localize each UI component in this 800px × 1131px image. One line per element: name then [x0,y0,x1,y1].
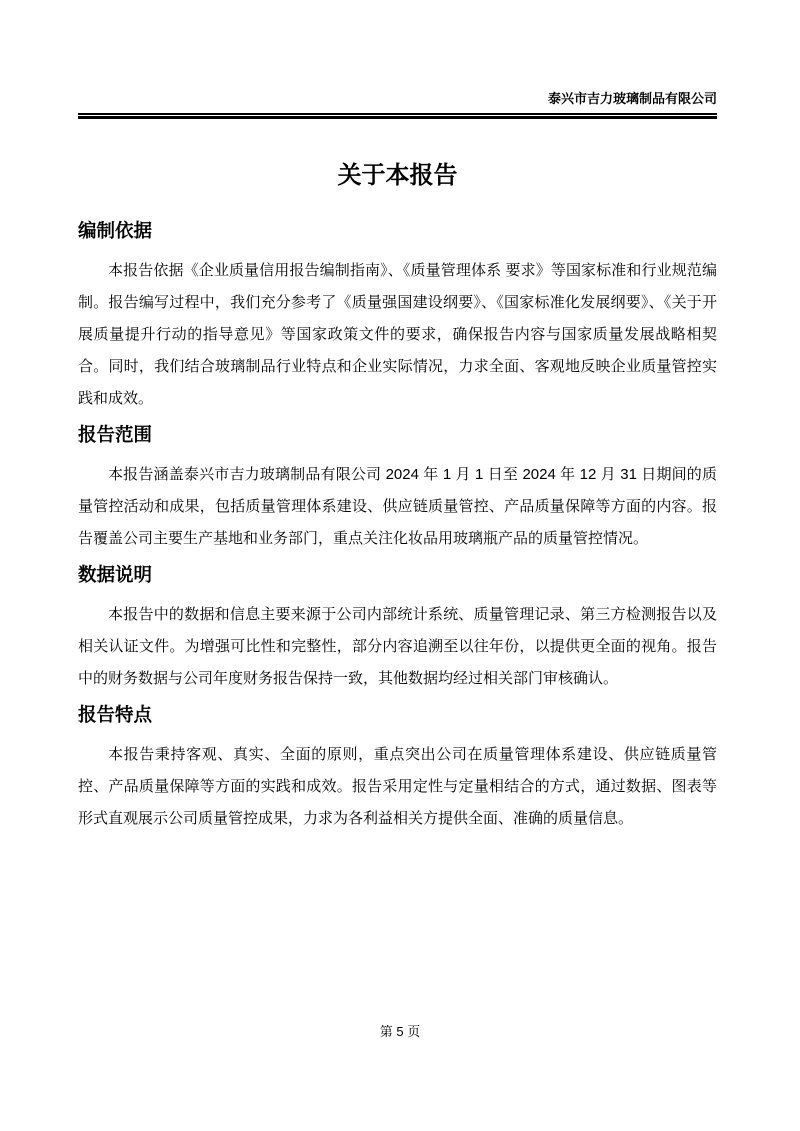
page-title: 关于本报告 [337,162,458,189]
page-footer [0,1024,800,1040]
section-heading: 数据说明 [78,564,153,585]
section-body: 本报告依据《企业质量信用报告编制指南》、《质量管理体系 要求》等国家标准和行业规范编制。报告编写过程中，我们充分参考了《质量强国建设纲要》、《国家标准化发展纲要》、《关于开展质量提升行动的指导意见》等国家政策文件的要求，确保报告内容与国家质量发展战略相契合。同时，我们结合玻璃制品行业特点和企业实际情况，力求全面、客观地反映企业质量管控实践和成效。 [78,262,717,407]
section-body: 本报告中的数据和信息主要来源于公司内部统计系统、质量管理记录、第三方检测报告以及相关认证文件。为增强可比性和完整性，部分内容追溯至以往年份，以提供更全面的视角。报告中的财务数据与公司年度财务报告保持一致，其他数据均经过相关部门审核确认。 [78,606,717,687]
section-compilation-basis [78,219,717,415]
section-body: 本报告涵盖泰兴市吉力玻璃制品有限公司 2024 年 1 月 1 日至 2024 年 12 月 31 日期间的质量管控活动和成果，包括质量管理体系建设、供应链质量管控、产品质量保障等方面的内容。报告覆盖公司主要生产基地和业务部门，重点关注化妆品用玻璃瓶产品的质量管控情况。 [78,466,717,547]
page-content [78,0,717,835]
section-heading: 报告特点 [78,704,153,725]
section-data-notes [78,563,717,695]
section-body: 本报告秉持客观、真实、全面的原则，重点突出公司在质量管理体系建设、供应链质量管控、产品质量保障等方面的实践和成效。报告采用定性与定量相结合的方式，通过数据、图表等形式直观展示公司质量管控成果，力求为各利益相关方提供全面、准确的质量信息。 [78,746,717,827]
page-number: 第 5 页 [379,1024,421,1039]
section-report-features [78,703,717,835]
section-report-scope [78,423,717,555]
section-heading: 报告范围 [78,424,153,445]
header-divider-rule [78,113,717,119]
company-name: 泰兴市吉力玻璃制品有限公司 [547,91,717,106]
page-header [78,0,717,119]
section-heading: 编制依据 [78,220,153,241]
